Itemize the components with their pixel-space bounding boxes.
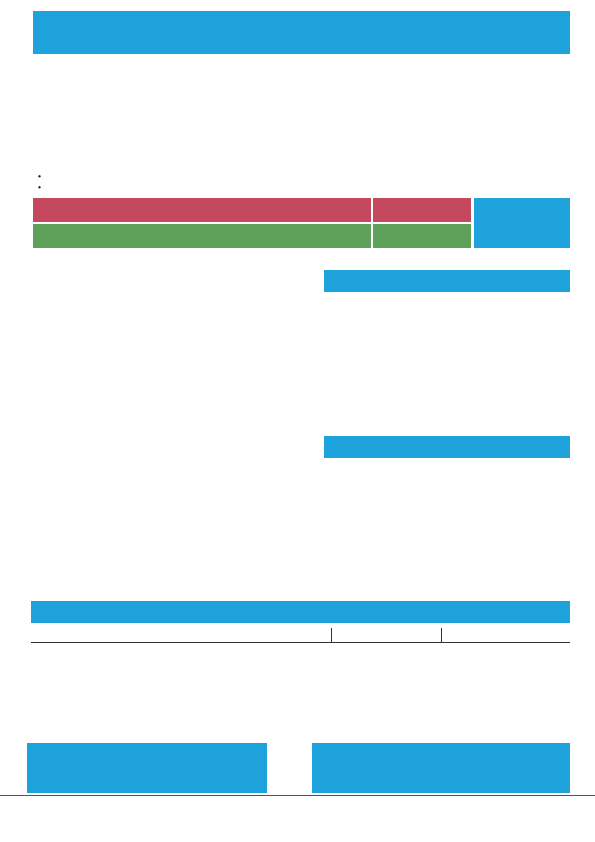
column-header [31,628,331,643]
savings-label [33,224,371,248]
savings-value [373,224,471,248]
environment-heading [324,436,570,458]
estimated-costs-value [373,198,471,222]
table-header-row [31,628,570,643]
usage-bullets [38,171,46,193]
bullet-item [38,182,46,193]
epc-header [33,11,570,54]
estimated-costs-label [33,198,371,222]
cost-summary [33,198,471,248]
efficiency-heading [324,270,570,292]
page-rule [0,795,595,796]
find-out-more-box [27,743,267,793]
bullet-item [38,171,46,182]
savings-row [33,224,471,248]
column-header [441,628,570,643]
column-header [331,628,441,643]
affix-notice-box [312,743,570,793]
estimated-costs-row [33,198,471,222]
see-recommendations-note [474,198,570,248]
measures-table [31,628,570,643]
top-actions-heading [31,601,570,623]
